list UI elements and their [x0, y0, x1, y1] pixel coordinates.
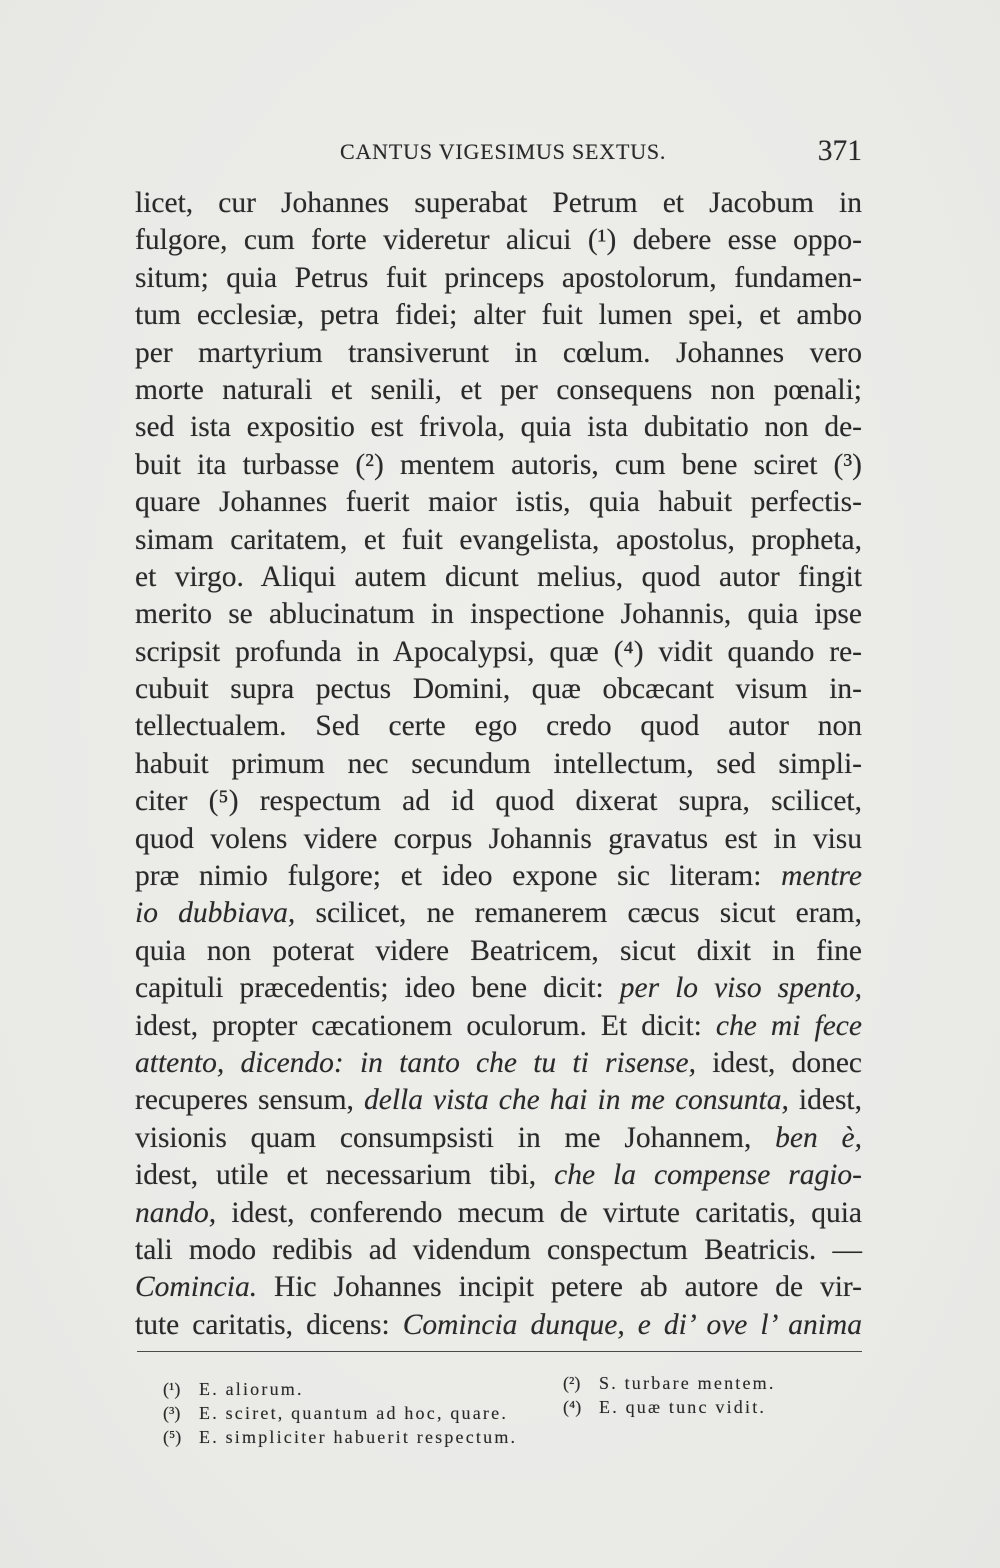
footnote-text: E. simpliciter habuerit respectum.	[199, 1427, 518, 1447]
text-line	[135, 1269, 862, 1306]
footnote	[163, 1377, 517, 1401]
footnote-text: E. quæ tunc vidit.	[599, 1397, 767, 1417]
italic-text: io dubbiava,	[135, 897, 296, 930]
text-segment: visionis quam consumpsisti in me Johannem,	[135, 1121, 776, 1154]
text-segment: scripsit profunda in Apocalypsi, quæ (⁴) vidit quando re-	[135, 635, 862, 668]
text-line	[135, 895, 862, 932]
footnotes-right	[563, 1371, 776, 1419]
italic-text: attento, dicendo: in tanto che tu ti risense,	[135, 1046, 696, 1079]
text-line	[135, 297, 862, 334]
text-segment: cubuit supra pectus Domini, quæ obcæcant visum in-	[135, 673, 862, 706]
text-line	[135, 372, 862, 409]
text-segment: morte naturali et senili, et per consequens non pœnali;	[135, 373, 862, 406]
text-segment: tali modo redibis ad videndum conspectum Beatricis. —	[135, 1233, 862, 1266]
footnote-marker: (²)	[563, 1373, 581, 1393]
footnote-rule	[137, 1351, 862, 1352]
text-line	[135, 260, 862, 297]
text-line	[135, 708, 862, 745]
italic-text: della vista che hai in me consunta,	[363, 1084, 789, 1117]
text-line	[135, 933, 862, 970]
running-title: CANTUS VIGESIMUS SEXTUS.	[340, 139, 667, 164]
italic-text: ben è,	[775, 1121, 862, 1154]
text-segment: quia non poterat videre Beatricem, sicut dixit in fine	[135, 934, 862, 967]
text-segment: simam caritatem, et fuit evangelista, apostolus, propheta,	[135, 523, 862, 556]
footnote-marker: (⁴)	[563, 1397, 582, 1417]
text-segment: præ nimio fulgore; et ideo expone sic literam:	[135, 860, 782, 893]
footnotes-left	[163, 1377, 517, 1449]
italic-text: Comincia dunque, e di’ ove l’ anima	[402, 1308, 862, 1341]
text-line	[135, 1195, 862, 1232]
text-line	[135, 1008, 862, 1045]
text-line	[135, 821, 862, 858]
body-text	[135, 185, 862, 1344]
text-segment: tellectualem. Sed certe ego credo quod autor non	[135, 710, 862, 743]
text-segment: situm; quia Petrus fuit princeps apostolorum, fundamen-	[135, 261, 862, 294]
text-segment: idest, utile et necessarium tibi,	[135, 1159, 555, 1192]
text-segment: licet, cur Johannes superabat Petrum et Jacobum in	[135, 187, 862, 219]
text-segment: idest, donec	[696, 1046, 863, 1079]
text-line	[135, 559, 862, 596]
text-segment: sed ista expositio est frivola, quia ista dubitatio non de-	[135, 411, 862, 444]
text-segment: quare Johannes fuerit maior istis, quia habuit perfectis-	[135, 486, 862, 519]
text-segment: recuperes sensum,	[135, 1084, 364, 1117]
footnote-text: E. sciret, quantum ad hoc, quare.	[199, 1403, 509, 1423]
text-segment: quod volens videre corpus Johannis gravatus est in visu	[135, 822, 862, 855]
text-line	[135, 1120, 862, 1157]
text-segment: citer (⁵) respectum ad id quod dixerat supra, scilicet,	[135, 785, 862, 818]
text-line	[135, 185, 862, 222]
footnote-text: E. aliorum.	[199, 1379, 304, 1399]
italic-text: Comincia.	[135, 1271, 258, 1304]
italic-text: che la compense ragio-	[554, 1159, 862, 1192]
text-line	[135, 1307, 862, 1344]
footnote-marker: (¹)	[163, 1379, 181, 1399]
text-line	[135, 970, 862, 1007]
text-segment: fulgore, cum forte videretur alicui (¹) debere esse oppo-	[135, 224, 862, 257]
text-line	[135, 783, 862, 820]
footnote	[563, 1395, 776, 1419]
text-line	[135, 222, 862, 259]
italic-text: che mi fece	[715, 1009, 862, 1042]
text-segment: merito se ablucinatum in inspectione Johannis, quia ipse	[135, 598, 862, 631]
text-line	[135, 447, 862, 484]
page-number: 371	[817, 135, 862, 167]
text-line	[135, 335, 862, 372]
text-segment: buit ita turbasse (²) mentem autoris, cum bene sciret (³)	[135, 448, 862, 481]
text-line	[135, 596, 862, 633]
italic-text: mentre	[781, 860, 862, 893]
text-line	[135, 671, 862, 708]
text-line	[135, 858, 862, 895]
text-segment: et virgo. Aliqui autem dicunt melius, quod autor fingit	[135, 560, 862, 593]
footnote	[563, 1371, 776, 1395]
text-segment: habuit primum nec secundum intellectum, sed simpli-	[135, 747, 862, 780]
footnote	[163, 1425, 517, 1449]
text-segment: idest, propter cæcationem oculorum. Et dicit:	[135, 1009, 716, 1042]
text-segment: Hic Johannes incipit petere ab autore de vir-	[257, 1271, 862, 1304]
text-segment: idest, conferendo mecum de virtute caritatis, quia	[216, 1196, 862, 1229]
text-line	[135, 522, 862, 559]
text-line	[135, 484, 862, 521]
text-line	[135, 746, 862, 783]
text-segment: tum ecclesiæ, petra fidei; alter fuit lumen spei, et ambo	[135, 299, 862, 332]
italic-text: nando,	[135, 1196, 217, 1229]
text-line	[135, 634, 862, 671]
text-line	[135, 1157, 862, 1194]
italic-text: per lo viso spento,	[619, 972, 862, 1005]
text-line	[135, 1082, 862, 1119]
text-line	[135, 1045, 862, 1082]
text-segment: idest,	[788, 1084, 862, 1117]
text-line	[135, 409, 862, 446]
footnote-text: S. turbare mentem.	[599, 1373, 776, 1393]
text-segment: tute caritatis, dicens:	[135, 1308, 403, 1341]
text-segment: scilicet, ne remanerem cæcus sicut eram,	[295, 897, 862, 930]
footnote-marker: (⁵)	[163, 1427, 182, 1447]
text-segment: per martyrium transiverunt in cœlum. Johannes vero	[135, 336, 862, 369]
footnote	[163, 1401, 517, 1425]
text-line	[135, 1232, 862, 1269]
footnote-marker: (³)	[163, 1403, 181, 1423]
text-segment: capituli præcedentis; ideo bene dicit:	[135, 972, 620, 1005]
